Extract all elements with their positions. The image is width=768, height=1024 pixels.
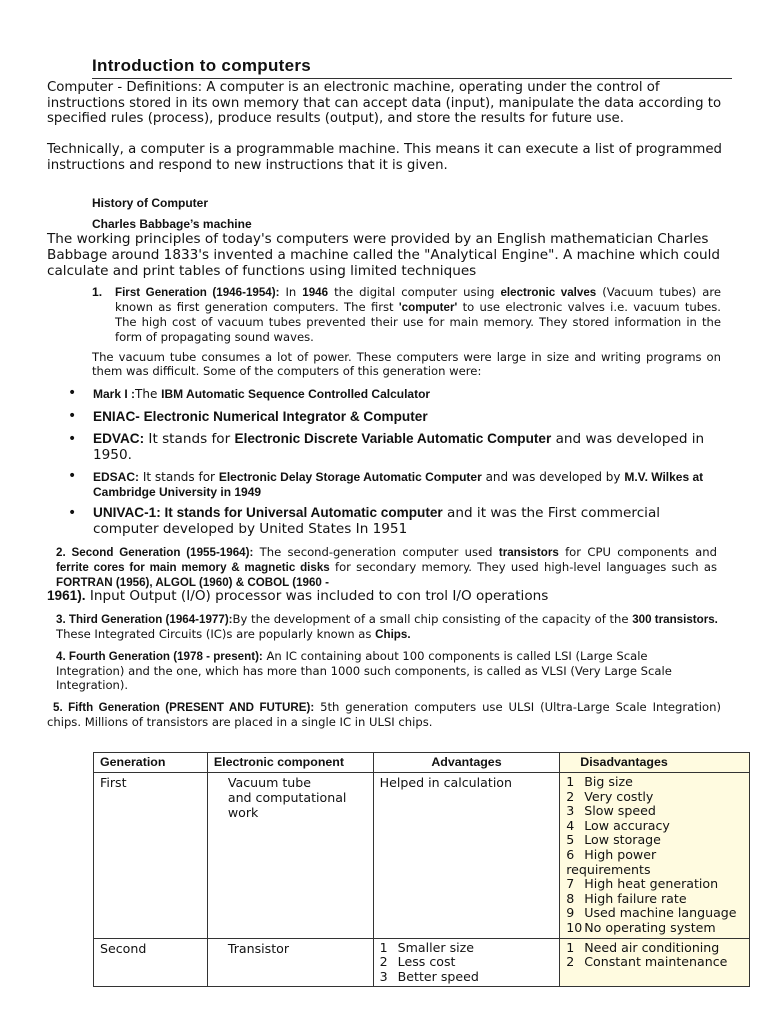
fourth-gen-label: 4. Fourth Generation (1978 - present): [56, 650, 263, 663]
list-item: 1 Smaller size [379, 939, 474, 955]
table-header: Advantages [373, 753, 560, 773]
table-row [94, 938, 750, 987]
page-title: Introduction to computers [92, 56, 312, 75]
second-gen-label: 2. Second Generation (1955-1964): [56, 546, 254, 559]
first-gen-after: The vacuum tube consumes a lot of power. These computers were large in size and writing programs on them was difficult. Some of the computers of this generation were: [92, 350, 721, 379]
intro-technical: Technically, a computer is a programmable machine. This means it can execute a list of programmed instructions and respond to new instructions that it is given. [47, 142, 722, 173]
cell-component: Transistor [207, 938, 373, 987]
table-header-row [94, 753, 750, 773]
fifth-gen-paragraph: 5. Fifth Generation (PRESENT AND FUTURE): 5th generation computers use ULSI (Ultra-Large Scale Integration) chips. Millions of transistors are placed in a single IC in ULSI chips. [47, 700, 721, 730]
list-item: 10 No operating system [566, 919, 716, 935]
bullet-univac: UNIVAC-1: It stands for Universal Automatic computer and it was the First commercial computer developed by United States In 1951 [93, 505, 661, 537]
list-item: 6 High power requirements [566, 846, 657, 877]
second-gen-continued: 1961). Input Output (I/O) processor was included to con trol I/O operations [47, 588, 549, 604]
cell-disadvantages [560, 938, 750, 987]
bullet-dot: • [68, 468, 77, 484]
bullet-edvac: EDVAC: It stands for Electronic Discrete Variable Automatic Computer and was developed in 1950. [93, 431, 705, 463]
babbage-text: The working principles of today's computers were provided by an English mathematician Charles Babbage around 1833's invented a machine called the "Analytical Engine". A machine which could calculate and print tables of functions using limited techniques [47, 231, 721, 279]
first-gen-label: First Generation (1946-1954): [115, 286, 280, 299]
intro-definition: Computer - Definitions: A computer is an electronic machine, operating under the control of instructions stored in its own memory that can accept data (input), manipulate the data according to specified rules (process), produce results (output), and store the results for future use. [47, 80, 722, 127]
table-header: Electronic component [207, 753, 373, 773]
table-row [94, 773, 750, 939]
history-heading: History of Computer [92, 196, 209, 210]
cell-disadvantages [560, 773, 750, 939]
title-underline [92, 78, 732, 79]
fourth-gen-paragraph: 4. Fourth Generation (1978 - present): An IC containing about 100 components is called LSI (Large Scale Integration) and the one, which has more than 1000 such components, is called as VLSI (Very Large Scale Integration). [56, 649, 672, 693]
generations-table [93, 752, 750, 987]
list-item: 2 Very costly [566, 788, 654, 804]
list-item: 8 High failure rate [566, 890, 687, 906]
list-item: 3 Slow speed [566, 803, 656, 819]
cell-generation: First [94, 773, 208, 939]
table-header: Disadvantages [560, 753, 750, 773]
third-gen-paragraph: 3. Third Generation (1964-1977):By the development of a small chip consisting of the capacity of the 300 transistors. These Integrated Circuits (IC)s are popularly known as Chips. [56, 612, 718, 642]
third-gen-label: 3. Third Generation (1964-1977): [56, 613, 233, 626]
list-item: 1 Need air conditioning [566, 939, 720, 955]
bullet-edsac: EDSAC: It stands for Electronic Delay Storage Automatic Computer and was developed by M.V. Wilkes at Cambridge University in 1949 [93, 470, 704, 499]
cell-generation: Second [94, 938, 208, 987]
list-item: 1 Big size [566, 774, 633, 789]
second-gen-paragraph: 2. Second Generation (1955-1964): The second-generation computer used transistors for CPU components and ferrite cores for main memory & magnetic disks for secondary memory. They used high-level languages such as FORTRAN (1956), ALGOL (1960) & COBOL (1960 - [56, 545, 717, 590]
list-item: 7 High heat generation [566, 876, 719, 892]
first-gen-number: 1. [92, 285, 103, 299]
list-item: 5 Low storage [566, 832, 661, 848]
list-item: 2 Constant maintenance [566, 954, 728, 970]
bullet-eniac: ENIAC- Electronic Numerical Integrator & Computer [93, 409, 428, 424]
list-item: 4 Low accuracy [566, 817, 670, 833]
table-header: Generation [94, 753, 208, 773]
bullet-dot: • [68, 431, 77, 447]
list-item: 9 Used machine language [566, 905, 737, 921]
cell-advantages [373, 938, 560, 987]
list-item: 3 Better speed [379, 968, 479, 984]
bullet-dot: • [68, 385, 77, 401]
cell-advantages: Helped in calculation [373, 773, 560, 939]
first-gen-paragraph: First Generation (1946-1954): In 1946 the digital computer using electronic valves (Vacuum tubes) are known as first generation computers. The first 'computer' to use electronic valves i.e. vacuum tubes. The high cost of vacuum tubes prevented their use for main memory. They stored information in the form of propagating sound waves. [115, 285, 722, 344]
bullet-mark-i: Mark I :The IBM Automatic Sequence Controlled Calculator [93, 387, 431, 401]
bullet-dot: • [68, 505, 77, 521]
bullet-dot: • [68, 408, 77, 424]
fifth-gen-label: 5. Fifth Generation (PRESENT AND FUTURE): [53, 701, 315, 714]
cell-component: Vacuum tube and computational work [207, 773, 373, 939]
babbage-heading: Charles Babbage’s machine [92, 217, 252, 231]
list-item: 2 Less cost [379, 954, 456, 970]
